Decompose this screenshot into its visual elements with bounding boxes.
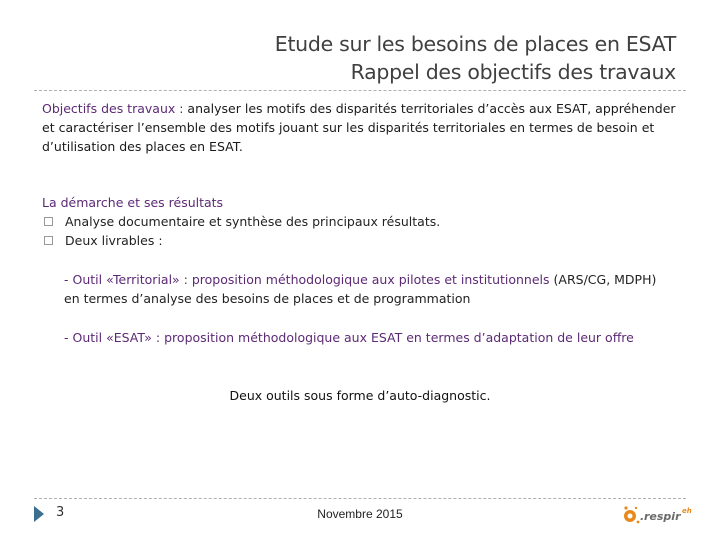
footer-divider: [34, 498, 686, 499]
logo-text: respir: [644, 510, 681, 523]
conclusion-text: Deux outils sous forme d’auto-diagnostic.: [229, 388, 491, 403]
title-line-1: Etude sur les besoins de places en ESAT: [274, 32, 676, 56]
list-item: [42, 231, 682, 250]
objectives-text: analyser les motifs des disparités territoriales d’accès aux ESAT, appréhender et caractériser l’ensemble des motifs jouant sur les disparités territoriales en termes de besoin et d’utilisation des places en ESAT.: [42, 101, 676, 154]
title-line-2: Rappel des objectifs des travaux: [350, 60, 676, 84]
footer-date: Novembre 2015: [317, 507, 403, 521]
logo-superscript: eh: [682, 507, 692, 515]
deliverable-desc: (ARS/CG, MDPH) en termes d’analyse des besoins de places et de programmation: [64, 272, 657, 306]
objectives-paragraph: [42, 99, 682, 156]
bullet-text: Analyse documentaire et synthèse des principaux résultats.: [65, 214, 441, 229]
objectives-label: Objectifs des travaux :: [42, 101, 184, 116]
header-divider: [34, 90, 686, 91]
demarche-heading: La démarche et ses résultats: [42, 195, 224, 210]
deliverable-label: Outil «ESAT» : proposition méthodologique aux ESAT en termes d’adaptation de leur offre: [72, 330, 634, 345]
respir-logo: [622, 503, 694, 527]
page-title: [275, 30, 676, 86]
page-number: 3: [56, 505, 65, 520]
list-item: [42, 212, 682, 231]
deliverable-label: Outil «Territorial» : proposition méthodologique aux pilotes et institutionnels: [72, 272, 550, 287]
bullet-text: Deux livrables :: [65, 233, 163, 248]
svg-text:.: .: [640, 510, 645, 523]
checkbox-bullet-icon: [44, 217, 53, 226]
demarche-section: [42, 193, 682, 250]
deliverable-esat: [64, 328, 674, 347]
checkbox-bullet-icon: [44, 236, 53, 245]
deliverable-territorial: [64, 270, 674, 308]
dash-marker: -: [64, 272, 73, 287]
dash-marker: -: [64, 330, 73, 345]
